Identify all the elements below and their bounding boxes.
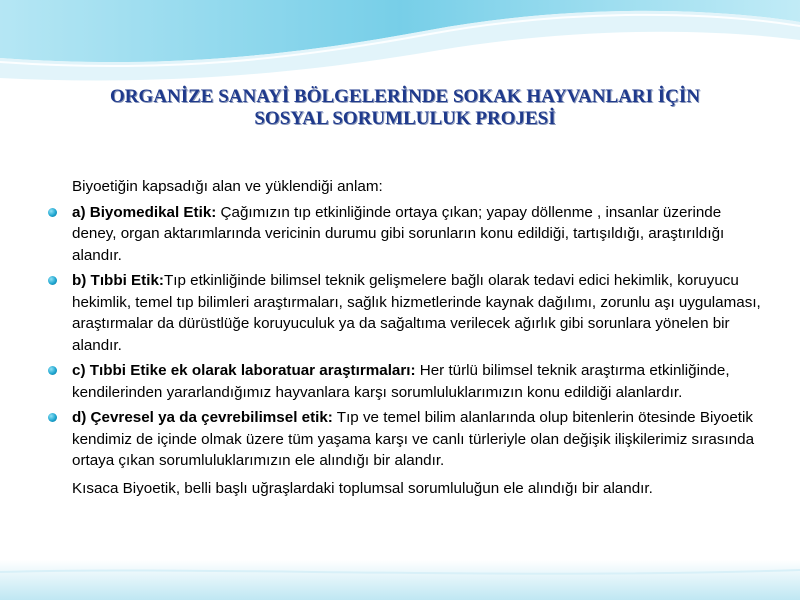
- slide-title: [60, 86, 750, 130]
- bullet-item-a: [48, 202, 763, 267]
- bullet-dot-icon: [48, 276, 57, 285]
- bullet-dot-icon: [48, 413, 57, 422]
- closing-text: Kısaca Biyoetik, belli başlı uğraşlardaki toplumsal sorumluluğun ele alındığı bir alandır.: [72, 479, 653, 497]
- title-line-1: ORGANİZE SANAYİ BÖLGELERİNDE SOKAK HAYVANLARI İÇİN: [109, 86, 701, 107]
- bullet-item-d: [48, 407, 763, 472]
- title-line-2: SOSYAL SORUMLULUK PROJESİ: [254, 108, 556, 129]
- bullet-b-text: Tıp etkinliğinde bilimsel teknik gelişmelere bağlı olarak tedavi edici hekimlik, koruyucu hekimlik, temel tıp bilimleri araştırmaları, sağlık hizmetlerinde kaynak dağılımı, zorunlu aşı uygulaması, araştırmalar da dürüstlüğe koruyuculuk ya da sağaltıma verilecek ağırlık gibi sorunlara yönelen bir alandır.: [72, 272, 761, 354]
- bullet-item-b: [48, 270, 763, 356]
- bullet-c-lead: c) Tıbbi Etike ek olarak laboratuar araştırmaları:: [72, 362, 416, 379]
- bullet-a-text: Çağımızın tıp etkinliğinde ortaya çıkan; yapay döllenme , insanlar üzerinde deney, organ aktarımlarında vericinin durumu gibi sorunların konu edildiği, tartışıldığı, araştırıldığı alandır.: [72, 203, 725, 264]
- bullet-d-lead: d) Çevresel ya da çevrebilimsel etik:: [72, 409, 333, 426]
- bullet-item-c: [48, 360, 763, 403]
- bullet-dot-icon: [48, 208, 57, 217]
- bullet-c-text: Her türlü bilimsel teknik araştırma etkinliğinde, kendilerinden yararlandığımız hayvanlara karşı sorumluluklarımızın konu edildiği alanlardır.: [72, 362, 730, 401]
- bottom-band: [0, 560, 800, 600]
- bullet-dot-icon: [48, 366, 57, 375]
- intro-text: Biyoetiğin kapsadığı alan ve yüklendiği anlam:: [72, 178, 383, 195]
- bullet-d-text: Tıp ve temel bilim alanlarında olup bitenlerin ötesinde Biyoetik kendimiz de içinde olmak üzere tüm yaşama karşı ve canlı türleriyle olan değişik ilişkilerimiz sırasında ortaya çıkan sorumluluklarımızın ele alındığı bir alandır.: [72, 409, 755, 469]
- slide-body: [48, 176, 763, 503]
- bullet-b-lead: b) Tıbbi Etik:: [72, 272, 164, 289]
- bullet-a-lead: a) Biyomedikal Etik:: [72, 203, 217, 221]
